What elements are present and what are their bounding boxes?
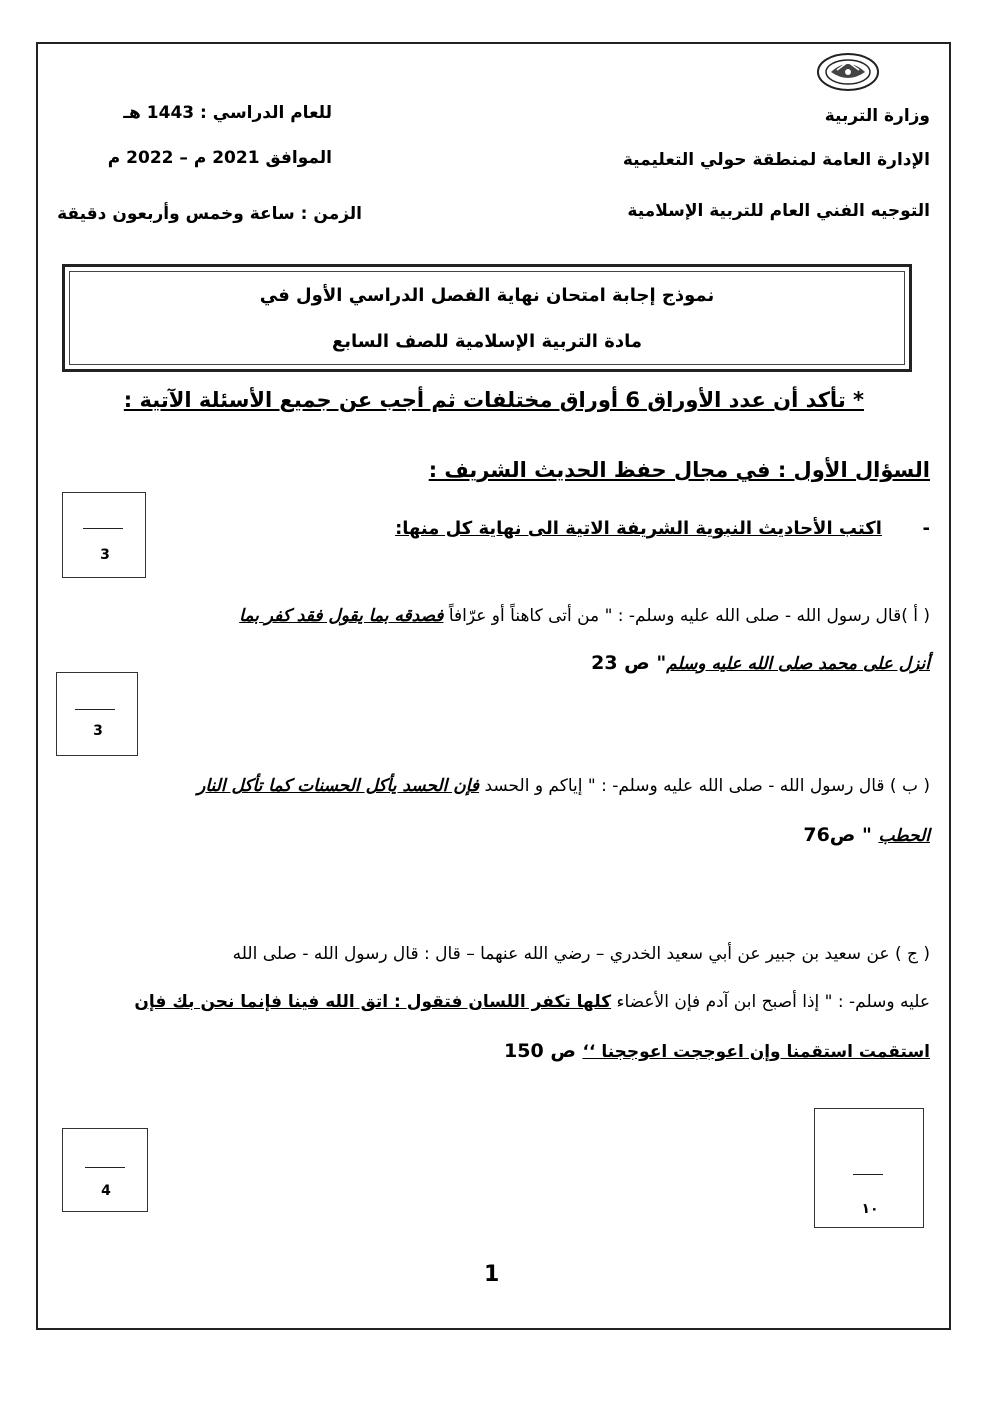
score-value: 4 (101, 1183, 111, 1199)
score-total-value: ١٠ (861, 1201, 879, 1217)
score-value: 3 (93, 723, 103, 739)
question-1-instruction-row (395, 518, 930, 539)
hadith-b-line-2 (803, 824, 930, 846)
hadith-c-answer-2: استقمت استقمنا وإن اعوججت اعوججنا ‘‘ (582, 1042, 930, 1062)
hadith-c-line-1: ( ج ) عن سعيد بن جبير عن أبي سعيد الخدري – رضي الله عنهما – قال : قال رسول الله - صلى الله (232, 944, 930, 964)
department-name: التوجيه الفني العام للتربية الإسلامية (627, 201, 930, 221)
hadith-c-page-ref: ص 150 (504, 1040, 583, 1062)
hadith-b-answer-2: الحطب (878, 826, 930, 846)
hadith-a-text: ( أ )قال رسول الله - صلى الله عليه وسلم- : " من أتى كاهناً أو عرّافاً (443, 606, 930, 626)
hadith-c-answer-1: كلها تكفر اللسان فتقول : اتق الله فينا فإنما نحن بك فإن (134, 992, 612, 1012)
score-box-hadith-a (56, 672, 138, 756)
hadith-b-answer-1: فإن الحسد يأكل الحسنات كما تأكل النار (197, 776, 480, 796)
hadith-b-page-ref: " ص76 (803, 824, 879, 846)
title-line-1: نموذج إجابة امتحان نهاية الفصل الدراسي الأول في (259, 285, 715, 306)
question-1-instruction: اكتب الأحاديث النبوية الشريفة الاتية الى نهاية كل منها: (395, 518, 882, 539)
hadith-a-page-ref: " ص 23 (591, 652, 667, 674)
title-line-2: مادة التربية الإسلامية للصف السابع (331, 331, 643, 352)
hadith-c-text: عليه وسلم- : " إذا أصبح ابن آدم فإن الأعضاء (611, 992, 930, 1012)
hadith-c-line-3 (504, 1040, 930, 1062)
academic-year-hijri: للعام الدراسي : 1443 هـ (123, 103, 332, 123)
academic-year-gregorian: الموافق 2021 م – 2022 م (107, 148, 332, 168)
hadith-a-answer-1: فصدقه بما يقول فقد كفر بما (239, 606, 444, 626)
score-box-hadith-c (62, 1128, 148, 1212)
question-1-heading: السؤال الأول : في مجال حفظ الحديث الشريف : (428, 458, 930, 482)
kuwait-emblem-icon (815, 50, 881, 94)
instruction-dash: - (922, 518, 930, 539)
directorate-name: الإدارة العامة لمنطقة حولي التعليمية (622, 150, 930, 170)
ministry-name: وزارة التربية (824, 106, 930, 126)
score-box-instruction (62, 492, 146, 578)
page-number: 1 (484, 1262, 500, 1287)
hadith-c-line-2 (134, 992, 930, 1012)
hadith-a-answer-2: أنزل على محمد صلى الله عليه وسلم (666, 654, 930, 674)
score-value: 3 (100, 547, 110, 563)
hadith-a-line-2 (591, 652, 930, 674)
exam-duration: الزمن : ساعة وخمس وأربعون دقيقة (57, 204, 362, 224)
score-box-total (814, 1108, 924, 1228)
hadith-a-line-1 (239, 606, 930, 626)
hadith-b-text: ( ب ) قال رسول الله - صلى الله عليه وسلم- : " إياكم و الحسد (479, 776, 930, 796)
instructions-notice: * تأكد أن عدد الأوراق 6 أوراق مختلفات ثم أجب عن جميع الأسئلة الآتية : (123, 388, 864, 412)
hadith-b-line-1 (197, 776, 930, 796)
title-box (62, 264, 912, 372)
